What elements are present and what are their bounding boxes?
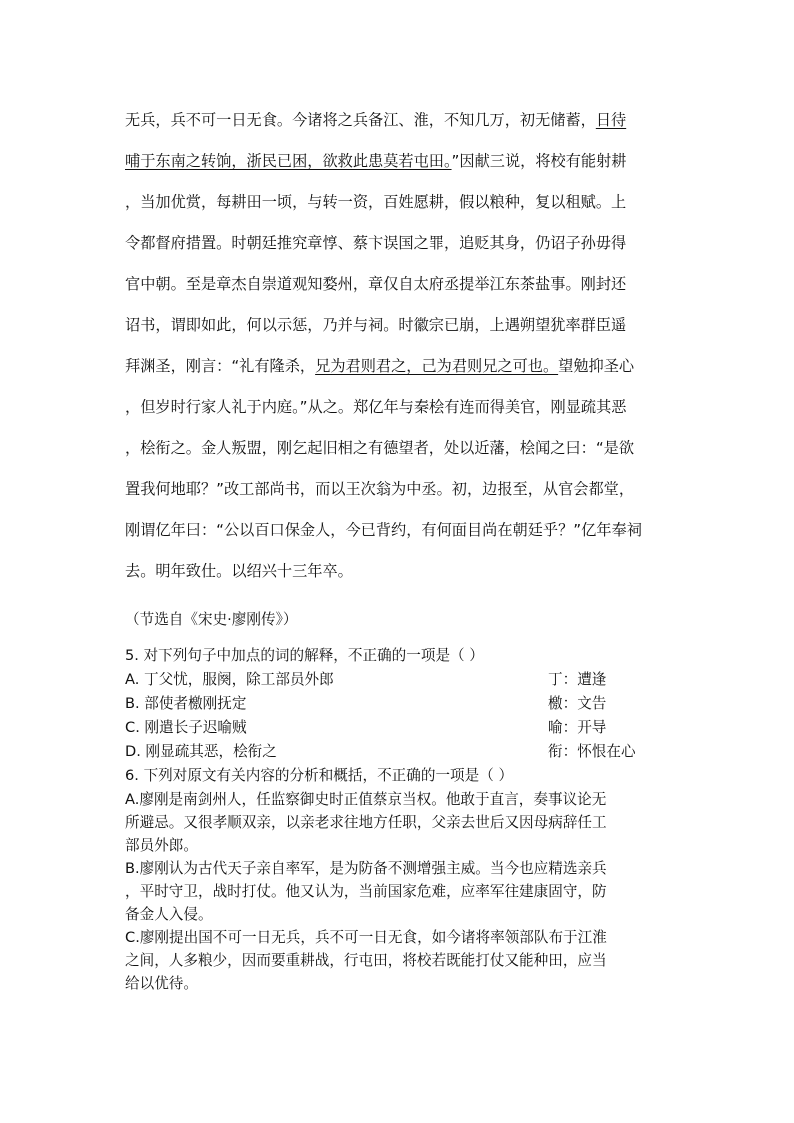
question-5-gloss: 檄：文告 bbox=[548, 695, 607, 712]
passage-line bbox=[125, 274, 670, 294]
question-5-stem: 5. 对下列句子中加点的词的解释，不正确的一项是（ ） bbox=[125, 647, 484, 664]
passage-line bbox=[125, 438, 670, 458]
question-6-answer-line: C.廖刚提出国不可一日无兵，兵不可一日无食，如今诸将率领部队布于江淮 bbox=[125, 929, 607, 946]
question-6-answer-line: 之间，人多粮少，因而要重耕战，行屯田，将校若既能打仗又能种田，应当 bbox=[125, 952, 607, 969]
passage-text: 置我何地耶？”改工部尚书，而以王次翁为中丞。初，边报至，从官会都堂， bbox=[125, 480, 635, 498]
passage-text: 拜渊圣，刚言：“礼有隆杀， bbox=[125, 357, 316, 375]
passage-text: 官中朝。至是章杰自崇道观知婺州，章仅自太府丞提举江东茶盐事。刚封还 bbox=[125, 275, 627, 293]
question-5-option: D. 刚显疏其恶，桧衔之 bbox=[125, 743, 277, 760]
passage-text: 刚谓亿年曰：“公以百口保金人，今已背约，有何面目尚在朝廷乎？”亿年奉祠 bbox=[125, 521, 642, 539]
passage-text: ，但岁时行家人礼于内庭。”从之。郑亿年与秦桧有连而得美官，刚显疏其恶 bbox=[125, 398, 627, 416]
question-5-option: C. 刚遣长子迟喻贼 bbox=[125, 719, 247, 736]
passage-line bbox=[125, 110, 670, 130]
question-6-answer-line: A.廖刚是南剑州人，任监察御史时正值蔡京当权。他敢于直言，奏事议论无 bbox=[125, 791, 607, 808]
question-6-answer-line: 部员外郎。 bbox=[125, 837, 198, 854]
passage-text: 无兵，兵不可一日无食。今诸将之兵备江、淮，不知几万，初无储蓄， bbox=[125, 111, 596, 129]
passage-line bbox=[125, 356, 670, 376]
underlined-text: 兄为君则君之，己为君则兄之可也。 bbox=[315, 357, 559, 375]
underlined-text: 哺于东南之转饷，浙民已困，欲救此患莫若屯田。 bbox=[125, 152, 452, 170]
passage-text: 去。明年致仕。以绍兴十三年卒。 bbox=[125, 562, 353, 580]
question-6-stem: 6. 下列对原文有关内容的分析和概括，不正确的一项是（ ） bbox=[125, 767, 514, 784]
passage-line bbox=[125, 479, 670, 499]
passage-line bbox=[125, 192, 670, 212]
question-5-option: B. 部使者檄刚抚定 bbox=[125, 695, 247, 712]
question-6-answer-line: B.廖刚认为古代天子亲自率军，是为防备不测增强主威。当今也应精选亲兵 bbox=[125, 860, 607, 877]
passage-text: ，当加优赏，每耕田一顷，与转一资，百姓愿耕，假以粮种，复以租赋。上 bbox=[125, 193, 627, 211]
question-5-option: A. 丁父忧，服阕，除工部员外郎 bbox=[125, 671, 334, 688]
passage-text: 诏书，谓即如此，何以示惩，乃并与祠。时徽宗已崩，上遇朔望犹率群臣遥 bbox=[125, 316, 627, 334]
passage-text: ，桧衔之。金人叛盟，刚乞起旧相之有德望者，处以近藩，桧闻之曰：“是欲 bbox=[125, 439, 635, 457]
question-5-gloss: 丁：遭逢 bbox=[548, 671, 607, 688]
question-6-answer-line: 给以优待。 bbox=[125, 975, 198, 992]
underlined-text: 日待 bbox=[595, 111, 627, 129]
passage-text: 令都督府措置。时朝廷推究章惇、蔡卞误国之罪，追贬其身，仍诏子孙毋得 bbox=[125, 234, 627, 252]
passage-line bbox=[125, 520, 670, 540]
passage-line bbox=[125, 315, 670, 335]
passage-line bbox=[125, 233, 670, 253]
question-6-answer-line: ，平时守卫，战时打仗。他又认为，当前国家危难，应率军往建康固守，防 bbox=[125, 883, 607, 900]
passage-line bbox=[125, 397, 670, 417]
question-5-gloss: 喻：开导 bbox=[548, 719, 607, 736]
question-6-answer-line: 所避忌。又很孝顺双亲，以亲老求往地方任职，父亲去世后又因母病辞任工 bbox=[125, 814, 607, 831]
question-6-answer-line: 备金人入侵。 bbox=[125, 906, 213, 923]
passage-line bbox=[125, 561, 670, 581]
passage-line bbox=[125, 151, 670, 171]
question-5-gloss: 衔：怀恨在心 bbox=[548, 743, 636, 760]
passage-text: 望勉抑圣心 bbox=[558, 357, 635, 375]
passage-source: （节选自《宋史·廖刚传》） bbox=[125, 611, 298, 628]
passage-text: ”因献三说，将校有能射耕 bbox=[451, 152, 627, 170]
